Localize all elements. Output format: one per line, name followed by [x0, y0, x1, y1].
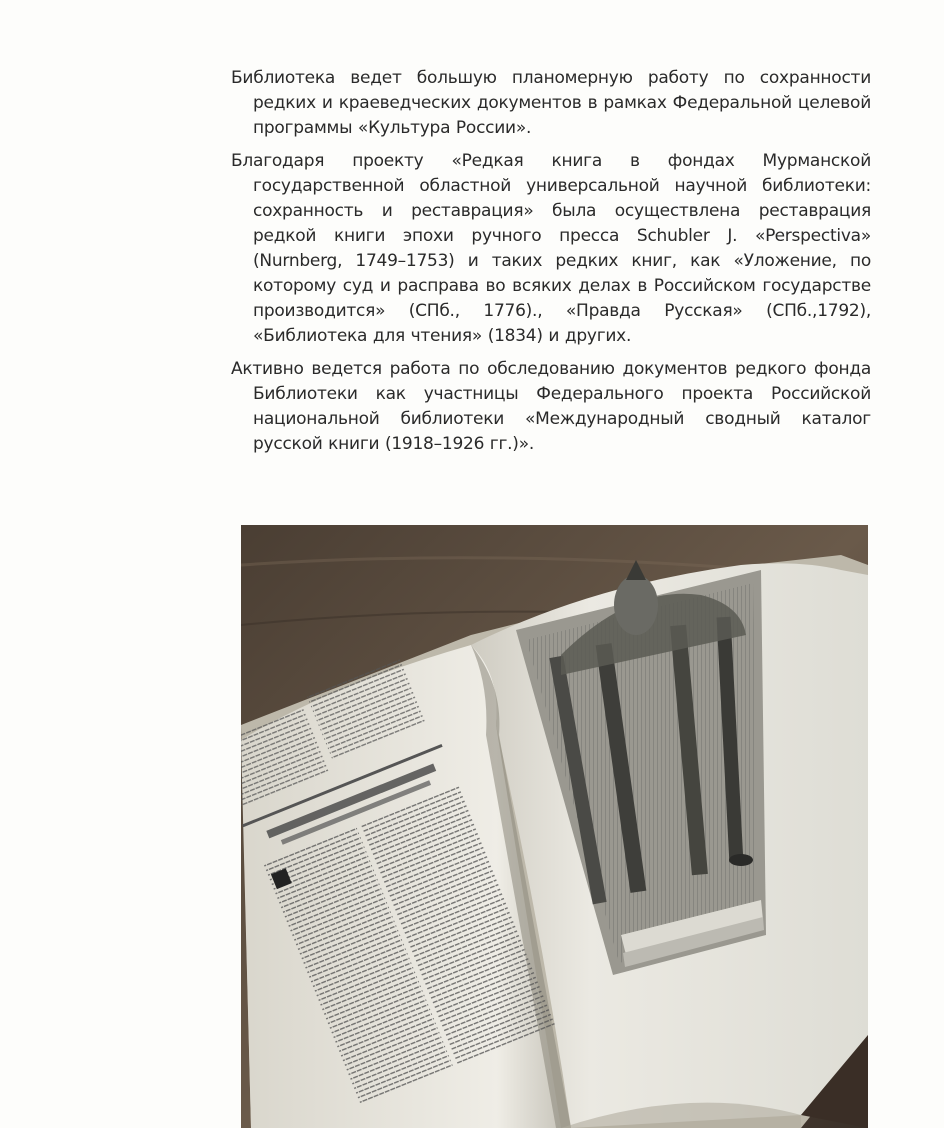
paragraph-restoration-project: Благодаря проекту «Редкая книга в фондах Мурманской государственной областной универсальной научной библиотеки: сохранность и реставрация» была осуществлена реставрация редкой книги эпохи ручного пресса Schubler J. «Perspectiva» (Nurnberg, 1749–1753) и таких редких книг, как «Уложение, по которому суд и расправа во всяких делах в Российском государстве производится» (СПб., 1776)., «Правда Русская» (СПб.,1792), «Библиотека для чтения» (1834) и других. [231, 151, 871, 346]
paragraph-preservation-work: Библиотека ведет большую планомерную работу по сохранности редких и краеведческих документов в рамках Федеральной целевой программы «Культура России». [231, 68, 871, 138]
paragraph-catalog-participation: Активно ведется работа по обследованию документов редкого фонда Библиотеки как участницы Федерального проекта Российской национальной библиотеки «Международный сводный каталог русской книги (1918–1926 гг.)». [231, 359, 871, 454]
article-text [231, 66, 871, 465]
open-rare-book-photo [241, 525, 868, 1128]
